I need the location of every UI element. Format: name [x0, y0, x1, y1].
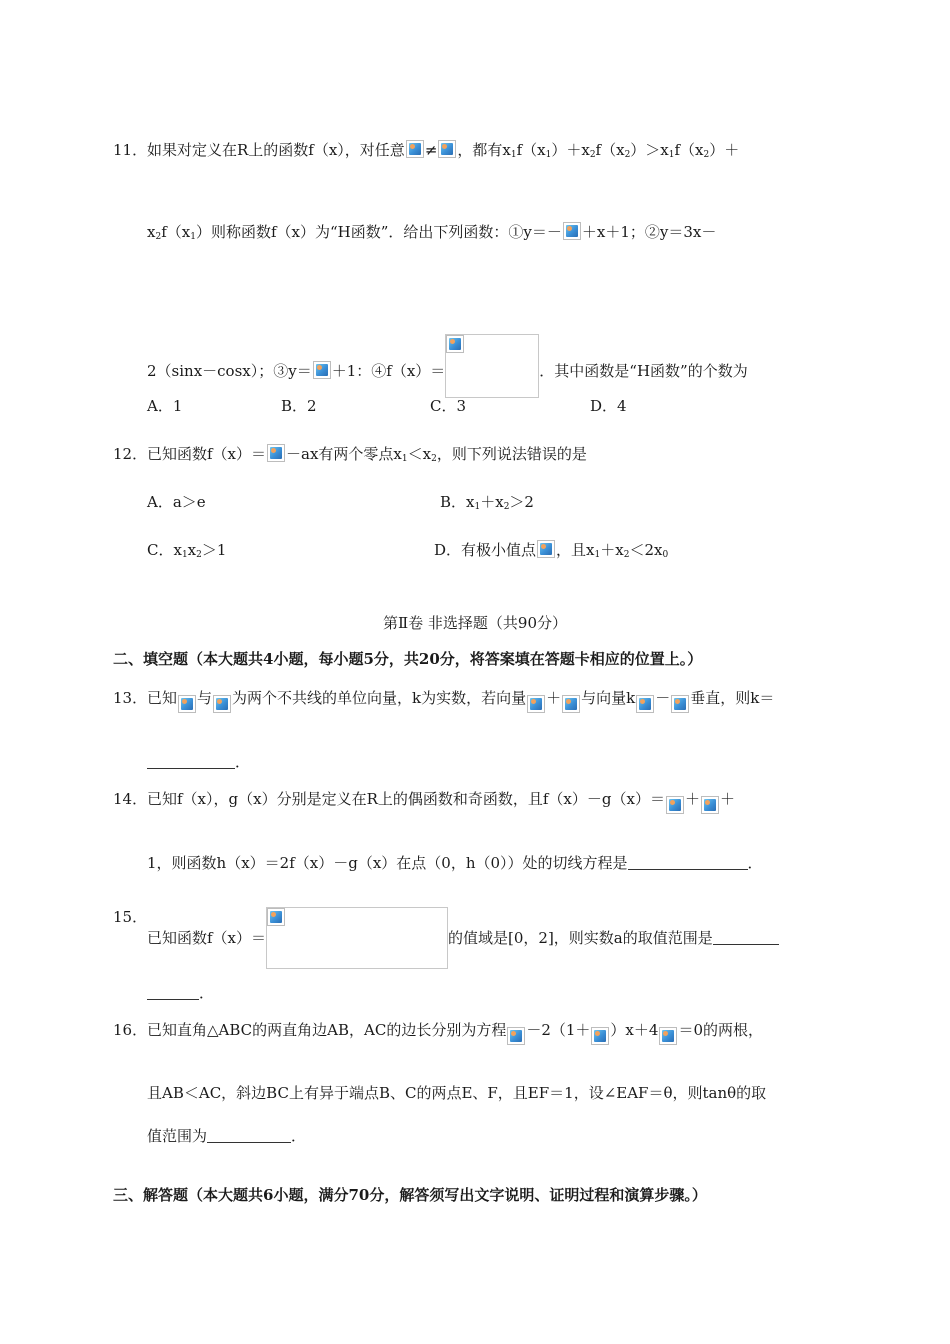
question-number: 15． — [113, 908, 148, 926]
option-d: D．4 — [590, 397, 627, 415]
option-b: B．$x_1+x_2>2$ — [440, 493, 534, 512]
formula-image-icon — [659, 1027, 677, 1045]
answer-blank[interactable] — [628, 853, 748, 870]
formula-image-icon — [406, 140, 424, 158]
formula-image-icon — [438, 140, 456, 158]
answer-blank[interactable] — [147, 983, 199, 1000]
option-a: A．1 — [147, 397, 183, 415]
formula-image-icon — [446, 335, 464, 353]
formula-image-icon — [537, 540, 555, 558]
question-number: 13． — [113, 689, 148, 707]
answer-blank[interactable] — [207, 1126, 291, 1143]
formula-image-icon — [213, 695, 231, 713]
question-number: 16． — [113, 1021, 148, 1039]
answer-blank[interactable] — [713, 928, 779, 945]
section-heading: 三、解答题（本大题共6小题，满分70分，解答须写出文字说明、证明过程和演算步骤。） — [113, 1186, 707, 1204]
section-heading: 二、填空题（本大题共4小题，每小题5分，共20分，将答案填在答题卡相应的位置上。） — [113, 650, 703, 668]
option-c: C．$x_1x_2>1$ — [147, 541, 227, 560]
option-b: B．2 — [281, 397, 317, 415]
option-c: C．3 — [430, 397, 467, 415]
formula-image-icon — [636, 695, 654, 713]
formula-image-icon — [591, 1027, 609, 1045]
formula-image-icon — [701, 796, 719, 814]
formula-image-icon — [562, 695, 580, 713]
formula-image-icon — [507, 1027, 525, 1045]
formula-image-icon — [178, 695, 196, 713]
option-d: D．有极小值点 ，且$x_1+x_2<2x_0$ — [434, 541, 669, 560]
question-number: 12． — [113, 445, 148, 463]
formula-image-icon — [267, 444, 285, 462]
option-a: A．a＞e — [147, 493, 206, 511]
formula-image-box — [266, 907, 448, 969]
section-title: 第Ⅱ卷 非选择题（共90分） — [382, 614, 568, 632]
formula-image-box — [445, 334, 539, 398]
formula-image-icon — [313, 361, 331, 379]
formula-image-icon — [666, 796, 684, 814]
question-number: 11． — [113, 141, 148, 159]
formula-image-icon — [267, 908, 285, 926]
answer-blank[interactable] — [147, 752, 235, 769]
formula-image-icon — [671, 695, 689, 713]
question-number: 14． — [113, 790, 148, 808]
formula-image-icon — [563, 222, 581, 240]
formula-image-icon — [527, 695, 545, 713]
